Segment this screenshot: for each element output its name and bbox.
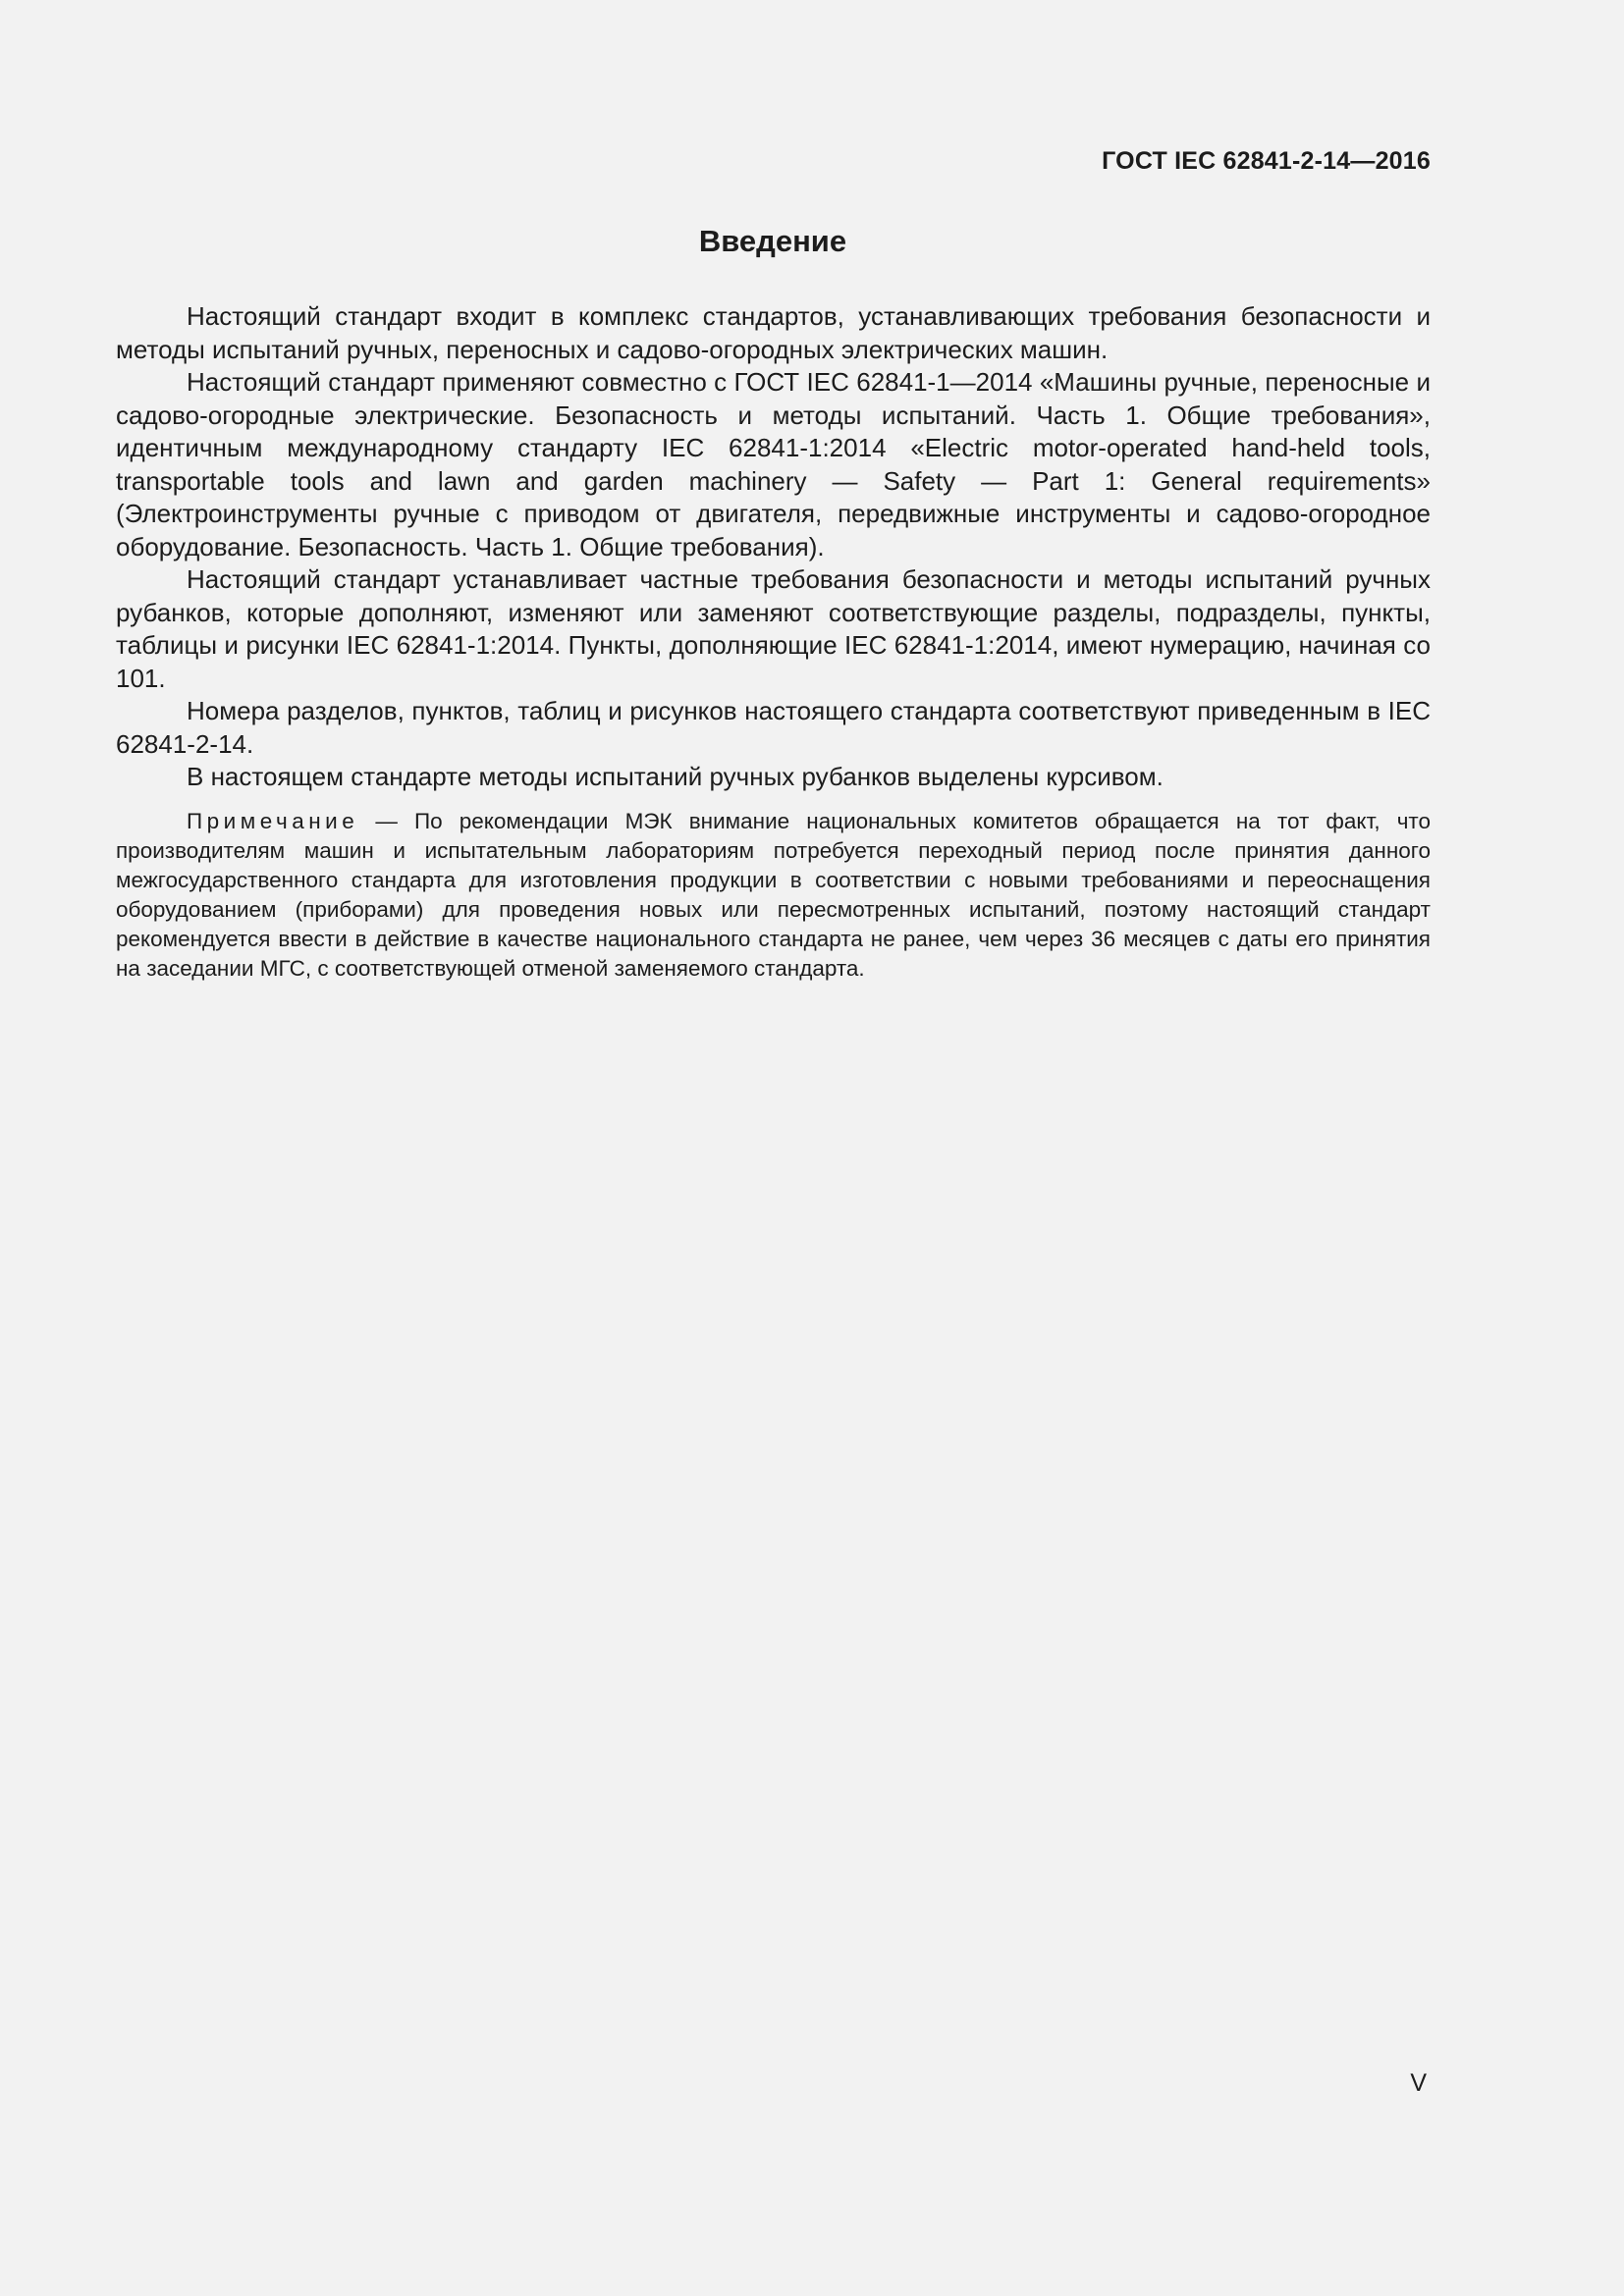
section-title: Введение xyxy=(698,224,847,258)
note-label: Примечание xyxy=(187,809,359,833)
note-paragraph xyxy=(116,807,1431,984)
note-block xyxy=(116,807,1431,984)
page-number: V xyxy=(1410,2069,1427,2097)
note-text: — По рекомендации МЭК внимание национальных комитетов обращается на тот факт, что производителям машин и испытательным лабораториям потребуется переходный период после принятия данного межгосударственного стандарта для изготовления продукции в соответствии с новыми требованиями и переоснащения оборудованием (приборами) для проведения новых или пересмотренных испытаний, поэтому настоящий стандарт рекомендуется ввести в действие в качестве национального стандарта не ранее, чем через 36 месяцев с даты его принятия на заседании МГС, с соответствующей отменой заменяемого стандарта. xyxy=(116,809,1431,981)
paragraph-4: Номера разделов, пунктов, таблиц и рисунков настоящего стандарта соответствуют приведенным в IEC 62841-2-14. xyxy=(116,696,1431,759)
document-code: ГОСТ IEC 62841-2-14—2016 xyxy=(1102,147,1431,175)
paragraph-5: В настоящем стандарте методы испытаний ручных рубанков выделены курсивом. xyxy=(187,762,1164,791)
paragraph-1: Настоящий стандарт входит в комплекс стандартов, устанавливающих требования безопасности и методы испытаний ручных, переносных и садово-огородных электрических машин. xyxy=(116,301,1431,364)
introduction-body xyxy=(116,300,1431,794)
paragraph-3: Настоящий стандарт устанавливает частные требования безопасности и методы испытаний ручных рубанков, которые дополняют, изменяют или заменяют соответствующие разделы, подразделы, пункты, таблицы и рисунки IEC 62841-1:2014. Пункты, дополняющие IEC 62841-1:2014, имеют нумерацию, начиная со 101. xyxy=(116,564,1431,693)
paragraph-2: Настоящий стандарт применяют совместно с ГОСТ IEC 62841-1—2014 «Машины ручные, переносные и садово-огородные электрические. Безопасность и методы испытаний. Часть 1. Общие требования», идентичным международному стандарту IEC 62841-1:2014 «Electric motor-operated hand-held tools, transportable tools and lawn and garden machinery — Safety — Part 1: General requirements» (Электроинструменты ручные с приводом от двигателя, передвижные инструменты и садово-огородное оборудование. Безопасность. Часть 1. Общие требования). xyxy=(116,367,1431,561)
